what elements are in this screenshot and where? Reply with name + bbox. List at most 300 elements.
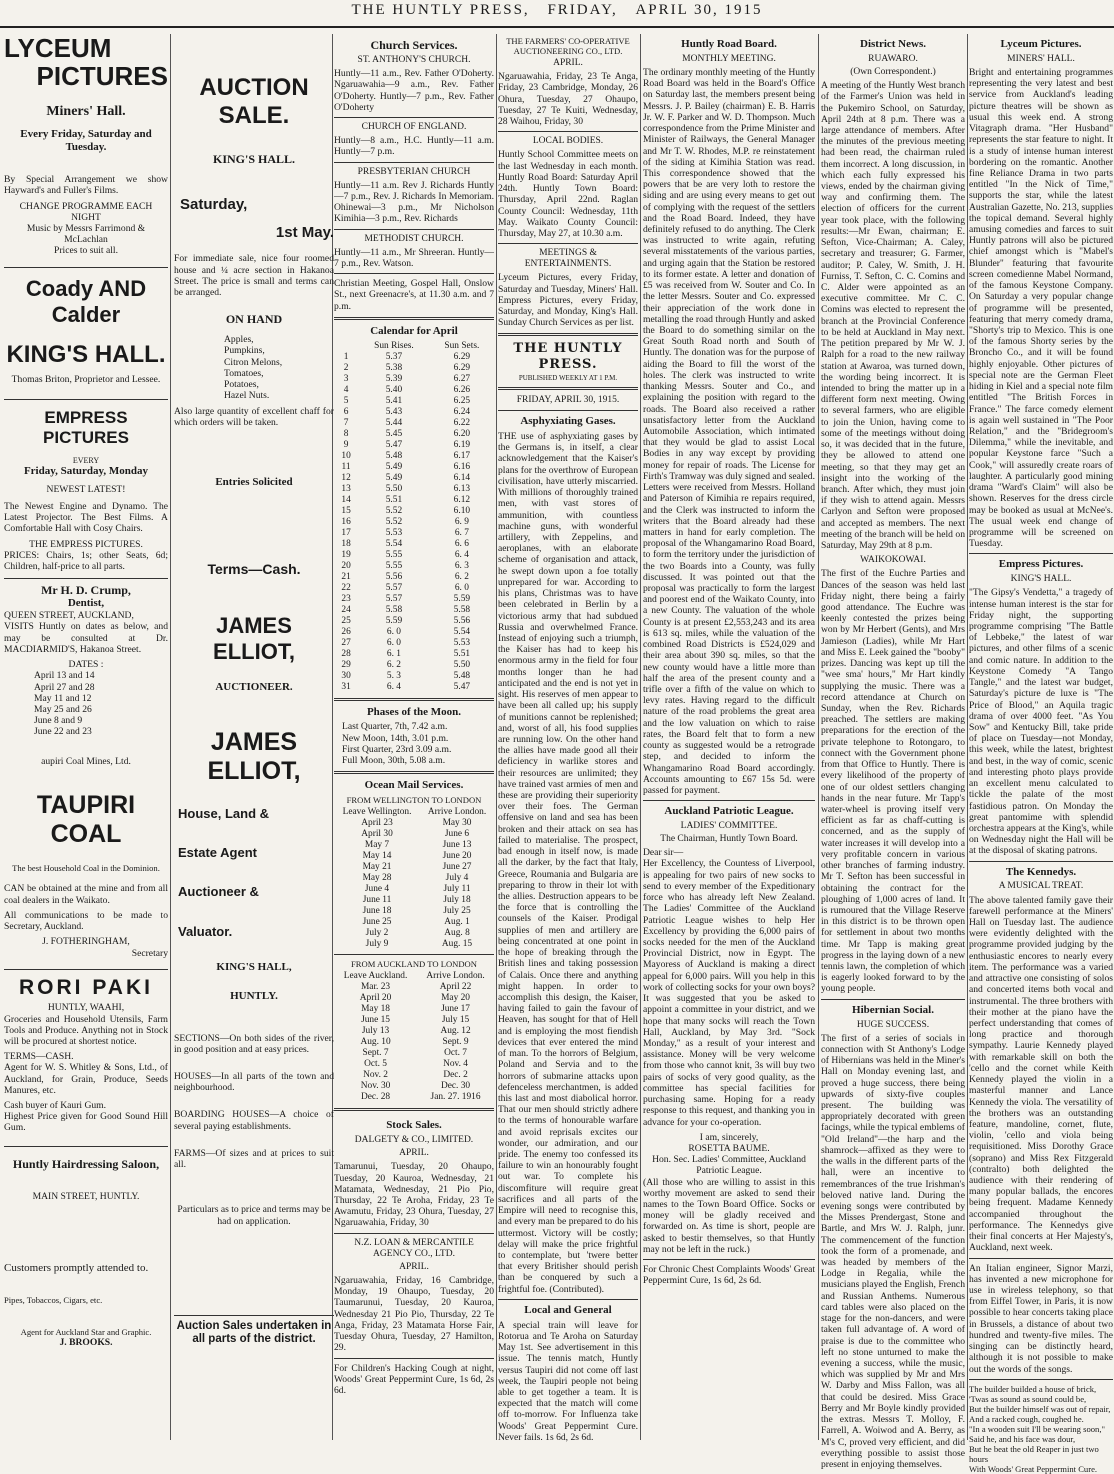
calendar-row-cell: 10 — [341, 450, 351, 461]
calendar-title: Calendar for April — [370, 324, 458, 337]
hibernian-title: Hibernian Social. — [852, 1003, 934, 1016]
visit-date: June 22 and 23 — [34, 726, 92, 738]
calendar-row — [334, 638, 494, 649]
poem-line: With Woods' Great Peppermint Cure. — [969, 1464, 1098, 1474]
wellington-row — [334, 928, 494, 939]
calendar-row-cell: 9 — [343, 439, 349, 450]
divider — [4, 578, 168, 579]
calendar-row — [334, 660, 494, 671]
lyceum-change: CHANGE PROGRAMME EACH NIGHT — [19, 200, 153, 223]
elliot-estate: Estate Agent — [178, 845, 257, 861]
auckland-row-cell: May 18 — [361, 1004, 390, 1015]
empress-every: EVERY — [72, 455, 100, 465]
column-3 — [334, 34, 494, 1444]
visit-date: April 13 and 14 — [34, 670, 95, 682]
gases-title: Asphyxiating Gases. — [520, 415, 616, 428]
divider — [334, 117, 494, 118]
auckland-row-cell: Oct. 7 — [444, 1048, 467, 1059]
calendar-row-cell: 5.57 — [385, 593, 403, 604]
elliot-title: JAMES ELLIOT, — [213, 613, 295, 664]
auckland-row-cell: Nov. 30 — [360, 1081, 391, 1092]
empress-article: "The Gipsy's Vendetta," a tragedy of intense human interest is the star for Friday night, the supporting programme comprising "The Battle of Lebbeke," the latest of war pictures, and other films of a scenic and comic nature. In addition to the Keystone Comedy "A Tango Tangle," and the latest war budget, Saturday's picture de luxe is "The Price of Blood," an Aquila tragic drama of over 4000 feet. "As You Sow" and Kentucky Bill, take pride of place on Tuesday—not Monday, this week, while the latest, brightest and best, in the way of comic, scenic and interesting photo plays provide an excellent menu calculated to tickle the palate of the most fastidious patron. On Monday the great pantomime with splendid orchestra appears at the King's, while on Wednesday night the Hall will be at the disposal of skating patrons. — [969, 587, 1113, 857]
calendar-row-cell: 6. 1 — [386, 648, 401, 659]
calendar-row — [334, 671, 494, 682]
peppermint-poem — [969, 1384, 1113, 1474]
auckland-row — [334, 1004, 494, 1015]
crump-dates-label: DATES : — [68, 659, 104, 671]
sections-text: SECTIONS—On both sides of the river, in good position and at easy prices. — [174, 1032, 334, 1055]
christian-meeting: Christian Meeting, Gospel Hall, Onslow St., next Greenacre's, at 11.30 a.m. and 7 p.m. — [334, 278, 494, 312]
ruawaro-heading: RUAWARO. — [868, 53, 918, 64]
elliot-auctioneer-2: Auctioneer & — [178, 884, 259, 900]
onhand-item: Hazel Nuts. — [224, 390, 270, 402]
patriotic-text: Her Excellency, the Countess of Liverpool, is appealing for two pairs of new socks to send to every member of the Expeditionary force who has already left New Zealand. The Ladies' Committee of the Auckland Patriotic League wishes to help Her Excellency by providing the 6,000 pairs of socks needed for the men of the Auckland Provincial District, now in Egypt. The Mayoress of Auckland is making a direct appeal for 6,000 pairs. Will you help in this work of collecting socks for your own boys? It was suggested that you be asked to appoint a committee in your district, and we hope that many socks will reach the Town Hall, Auckland, by May 3rd. "Sock Monday," as a result of your interest and assistance. Money will be very welcome from those who cannot knit, 3s will buy two pairs of socks of very good quality, as the committee has special facilities for purchasing same. Hoping for a ready response to this request, and thanking you in advance for your co-operation. — [643, 858, 815, 1128]
dalgety-text: Tamarunui, Tuesday, 20 Ohaupo, Tuesday, 20 Kauroa, Wednesday, 21 Matamata, Wednesday, 21 Pio Pio, Thursday, 22 Te Aroha, Friday, 23 Te Awamutu, Friday, 23 Ohura, Tuesday, 27 Ngaruawahia, Friday, 30 — [334, 1161, 494, 1229]
lyceum-title-col7: Lyceum Pictures. — [1000, 38, 1082, 50]
wellington-row-cell: May 30 — [442, 818, 472, 829]
empress-name: THE EMPRESS PICTURES. — [29, 538, 143, 550]
divider — [4, 267, 168, 268]
auckland-row — [334, 1048, 494, 1059]
local-bodies-heading: LOCAL BODIES. — [532, 136, 604, 147]
empress-prices: PRICES: Chairs, 1s; other Seats, 6d; Children, half-price to all parts. — [4, 549, 168, 573]
calendar-row — [334, 462, 494, 473]
auction-hall: KING'S HALL. — [212, 152, 296, 167]
elliot-huntly: HUNTLY. — [230, 989, 278, 1002]
ladies-committee: LADIES' COMMITTEE. — [680, 821, 778, 832]
rori-text: Groceries and Household Utensils, Farm Tools and Produce. Anything not in Stock will be procured at shortest notice. — [4, 1013, 168, 1047]
wellington-row-cell: June 20 — [442, 851, 472, 862]
calendar-row-cell: 20 — [341, 560, 351, 571]
kennedys-title: The Kennedys. — [1005, 865, 1077, 878]
local-general-title: Local and General — [524, 1303, 612, 1316]
calendar-row-cell: 5.43 — [385, 406, 403, 417]
auckland-row — [334, 1081, 494, 1092]
visit-date: June 8 and 9 — [34, 715, 83, 727]
calendar-head: Sun Rises. — [374, 340, 414, 351]
calendar-row-cell: 6.27 — [453, 373, 471, 384]
auckland-row-cell: Aug. 12 — [440, 1026, 471, 1037]
calendar-row-cell: 22 — [341, 582, 351, 593]
divider — [334, 954, 494, 955]
calendar-row-cell: 25 — [341, 615, 351, 626]
calendar-row-cell: 5.52 — [385, 505, 403, 516]
wellington-row-cell: Aug. 15 — [441, 939, 473, 950]
boarding-text: BOARDING HOUSES—A choice of several paying establishments. — [174, 1109, 334, 1132]
auckland-row-cell: April 20 — [359, 993, 392, 1004]
calendar-row — [334, 649, 494, 660]
auckland-row-cell: June 17 — [441, 1004, 470, 1015]
calendar-row-cell: 5.48 — [453, 670, 471, 681]
wellington-row-cell: Aug. 1 — [444, 917, 470, 928]
taupiri-sec-name: J. FOTHERINGHAM, — [42, 936, 130, 948]
wellington-row-cell: May 21 — [362, 862, 392, 873]
from-wellington: FROM WELLINGTON TO LONDON — [346, 795, 482, 806]
road-board-sub: MONTHLY MEETING. — [682, 53, 776, 64]
wellington-row — [334, 906, 494, 917]
calendar-row — [334, 451, 494, 462]
wellington-row — [334, 884, 494, 895]
calendar-row — [334, 616, 494, 627]
wellington-row — [334, 873, 494, 884]
calendar-row-cell: 5.40 — [385, 384, 403, 395]
page-header — [0, 2, 1114, 28]
onhand-item: Apples, — [224, 334, 254, 346]
wellington-row-cell: July 18 — [443, 895, 471, 906]
farms-text: FARMS—Of sizes and at prices to suit all. — [174, 1147, 334, 1171]
wellington-table — [334, 807, 494, 950]
wellington-row — [334, 917, 494, 928]
elliot-auctioneer: AUCTIONEER. — [215, 680, 293, 693]
calendar-row-cell: 4 — [343, 384, 349, 395]
calendar-row — [334, 594, 494, 605]
methodist-text: Huntly—11 a.m., Mr Shreeran. Huntly—7 p.m., Rev. Watson. — [334, 246, 494, 269]
calendar-row-cell: 5.56 — [385, 571, 403, 582]
calendar-row — [334, 583, 494, 594]
auction-footer: Auction Sales undertaken in all parts of the district. — [176, 1319, 332, 1345]
auckland-row-cell: Nov. 2 — [363, 1070, 388, 1081]
wellington-row-cell: July 4 — [445, 873, 469, 884]
column-rule — [967, 34, 968, 1440]
rori-terms: TERMS—CASH. — [4, 1051, 74, 1063]
divider — [4, 969, 168, 970]
entries-solicited: Entries Solicited — [215, 475, 293, 488]
calendar-row-cell: 6. 2 — [454, 571, 469, 582]
calendar-table — [334, 341, 494, 693]
wellington-row-cell: Aug. 8 — [444, 928, 470, 939]
column-rule — [496, 34, 497, 1440]
auckland-row — [334, 1037, 494, 1048]
divider — [334, 698, 494, 701]
divider — [969, 553, 1113, 554]
calendar-row — [334, 682, 494, 693]
wellington-row-cell: June 6 — [444, 829, 470, 840]
column-7 — [969, 34, 1113, 1474]
elliot-valuator: Valuator. — [178, 923, 233, 939]
auckland-row — [334, 1015, 494, 1026]
hair-customers: Customers promptly attended to. — [4, 1261, 149, 1274]
rori-title: RORI PAKI — [19, 975, 153, 999]
auckland-table — [334, 971, 494, 1103]
calendar-row — [334, 374, 494, 385]
calendar-row-cell: 6.12 — [453, 494, 471, 505]
kennedys-sub: A MUSICAL TREAT. — [998, 881, 1084, 892]
poem-line: And a racked cough, coughed he. — [969, 1413, 1084, 1424]
wellington-row-cell: July 2 — [365, 928, 389, 939]
calendar-row — [334, 385, 494, 396]
column-6 — [821, 34, 966, 1470]
divider — [334, 162, 494, 163]
calendar-row-cell: 5.52 — [385, 516, 403, 527]
arrive-head: Arrive London. — [426, 971, 485, 982]
leave-head: Leave Wellington. — [342, 807, 412, 818]
cough-ad: For Children's Hacking Cough at night, Woods' Great Peppermint Cure, 1s 6d, 2s 6d. — [334, 1362, 494, 1396]
poem-line: Said he, and his face was dour, — [969, 1433, 1076, 1444]
ocean-title: Ocean Mail Services. — [364, 779, 464, 792]
calendar-row — [334, 605, 494, 616]
calendar-row-cell: 5.47 — [385, 439, 403, 450]
auckland-row-cell: July 13 — [361, 1026, 390, 1037]
onhand-title: ON HAND — [225, 312, 283, 327]
moon-phase: First Quarter, 23rd 3.09 a.m. — [342, 743, 452, 755]
calendar-row-cell: 6.16 — [453, 461, 471, 472]
wellington-row-cell: July 9 — [365, 939, 389, 950]
elliot-house: House, Land & — [178, 806, 270, 821]
waikokowai-text: The first of the Euchre Parties and Dances of the season was held last Friday night, there being a fairly good attendance. The Euchre was keenly contested the prizes being won by Mr Herbert (Gents), and Mrs Jamieson (Ladies), while Mr Hart and Miss E. Leek gained the "booby" prizes. Dancing was kept up till the "wee sma' hours," Mr Hart kindly supplying the music. There was a record attendance at Church on Sunday, when the Rev. Richards preached. The settlers are making preparations for the erection of the private telephone to Rotongaro, to connect with the Government phone from that Office to Huntly. There is every likelihood of the property of one of our oldest settlers changing hands in the near future. Mr Tapp's water-wheel is proving itself very efficient as far as chaff-cutting is concerned, and as the supply of water increases it will develop into a very profitable concern in various other branches of farming industry. Mr T. Sefton has been successful in obtaining the contract for the ploughing of 1,000 acres of land. It is rumoured that the Village Reserve in this district is to be thrown open for settlement in about two months time. Mr Tapp is making great progress in the laying down of a new tennis lawn, the completion of which is eagerly looked forward to by the young people. — [821, 568, 965, 995]
auckland-row-cell: Dec. 28 — [360, 1092, 391, 1103]
ruawaro-text: A meeting of the Huntly West branch of the Farmer's Union was held in the Pukemiro School, on Saturday, April 24th at 8 p.m. There was a large attendance of members. After the minutes of the previous meeting had been read, the chairman ruled them incorrect. A long discussion, in which each fully expressed his views, ended by the chairman giving way and confirming them. The election of officers for the current year took place, with the following results:—Mr Ewan, chairman; E. Sefton, Vice-Chairman; A. Caley, secretary and treasurer; G. Farmer, auditor; P. Caley, W. Smith, J. H. Furniss, T. Sefton, C. C. Comins and C. Alder were appointed as an executive committee. Mr C. C. Comins was elected to represent the branch at the Provincial Conference to be held at Auckland in May next. The petition prepared by Mr W. J. Ralph for a road to the new railway station at Awaroa, was turned down, the wording being incorrect. It is intended to bring the matter up in a different form next meeting. Owing to several farmers, who are eligible to join the Union, having come to some of the meetings without doing so, it was decided that in the future, they be allowed to attend one meeting, so that they may get an insight into the working of the branch. After which, they must join if they wish to attend again. Messrs Carlyon and Sefton were proposed and accepted as members. The next meeting of the branch will be held on Saturday, May 29th at 8 p.m. — [821, 80, 965, 552]
leave-head: Leave Auckland. — [343, 971, 408, 982]
calendar-row-cell: 6. 3 — [454, 560, 469, 571]
calendar-row-cell: 17 — [341, 527, 351, 538]
auction-date: 1st May. — [275, 223, 334, 241]
moon-list — [334, 721, 494, 766]
divider — [498, 410, 638, 411]
kennedys-text: The above talented family gave their farewell performance at the Miners' Hall on Tuesday last. The audience were evidently delighted with the programme provided judging by the enthusiastic encores to nearly every item. The performance was a varied and attractive one consisting of solos and concerted items both vocal and instrumental. The three brothers with their mother at the piano have the perfect understanding that comes of long practice and thorough sympathy. Laurie Kennedy played with remarkable skill on both the 'cello and the cornet while Keith Kennedy played the violin in a masterful manner and Lance Kennedy the viola. The versatility of the brothers was an outstanding feature, mandoline, cornet, flute, violin, 'cello and viola being requisitioned. Miss Dorothy Grace (soprano) and Miss Rex Fitzgerald (contralto) both delighted the audience with their rendering of many popular ballads, the encores being frequent. Madame Kennedy accompanied throughout the performance. The Kennedys give their final concerts at Her Majesty's, Auckland, next week. — [969, 894, 1113, 1254]
farmers-heading: THE FARMERS' CO-OPERATIVE AUCTIONEERING CO., LTD. — [506, 36, 630, 57]
calendar-row-cell: 7 — [343, 417, 349, 428]
hair-title: Huntly Hairdressing Saloon, — [12, 1156, 160, 1171]
chronic-ad: For Chronic Chest Complaints Woods' Great Peppermint Cure, 1s 6d, 2s 6d. — [643, 1264, 815, 1287]
lyceum-venue: Miners' Hall. — [46, 104, 126, 119]
wellington-row-cell: April 23 — [361, 818, 393, 829]
wellington-row-cell: June 27 — [442, 862, 472, 873]
auckland-row-cell: Mar. 23 — [360, 982, 391, 993]
lyceum-hall: MINERS' HALL. — [1007, 53, 1075, 64]
nz-loan-heading: N.Z. LOAN & MERCANTILE AGENCY CO., LTD. — [354, 1237, 474, 1259]
crump-dates — [4, 670, 168, 737]
calendar-row — [334, 539, 494, 550]
dalgety-heading: DALGETY & CO., LIMITED. — [354, 1135, 474, 1146]
calendar-row — [334, 528, 494, 539]
sign-title: Hon. Sec. Ladies' Committee, Auckland Patriotic League. — [652, 1154, 806, 1177]
empress-text: The Newest Engine and Dynamo. The Latest Projector. The Best Films. A Comfortable Hall with Cosy Chairs. — [4, 501, 168, 535]
column-4 — [498, 34, 638, 1444]
lyceum-title-2: PICTURES — [36, 61, 168, 91]
coady-proprietor: Thomas Briton, Proprietor and Lessee. — [11, 373, 161, 385]
local-bodies-text: Huntly School Committee meets on the last Wednesday in each month. Huntly Road Board: Saturday April 24th. Huntly Town Board: Thursday, April 22nd. Raglan County Council: Wednesday, 11th May. Waikato County Council: Thursday, May 27, at 10.30 a.m. — [498, 149, 638, 239]
column-1 — [4, 34, 168, 1444]
moon-title: Phases of the Moon. — [366, 705, 462, 718]
divider — [334, 273, 494, 274]
column-rule — [818, 34, 819, 1440]
divider — [643, 800, 815, 801]
auckland-row — [334, 993, 494, 1004]
taupiri-sec-title: Secretary — [131, 947, 168, 959]
chaff-text: Also large quantity of excellent chaff for which orders will be taken. — [174, 405, 334, 428]
rori-cash: Cash buyer of Kauri Gum. — [4, 1100, 107, 1112]
calendar-row-cell: 5.53 — [453, 637, 471, 648]
onhand-item: Tomatoes, — [224, 367, 264, 379]
empress-newest: NEWEST LATEST! — [46, 483, 126, 495]
published-weekly: PUBLISHED WEEKLY AT 1 P.M. — [518, 373, 618, 382]
auckland-row-cell: May 20 — [441, 993, 470, 1004]
wellington-row-cell: April 30 — [361, 829, 393, 840]
calendar-row-cell: 11 — [341, 461, 351, 472]
calendar-row-cell: 27 — [341, 637, 351, 648]
calendar-row-cell: 5.44 — [385, 417, 403, 428]
calendar-row-cell: 5.41 — [385, 395, 403, 406]
hibernian-sub: HUGE SUCCESS. — [856, 1019, 930, 1030]
patriotic-title: Auckland Patriotic League. — [664, 805, 794, 818]
auction-day: Saturday, — [180, 196, 248, 214]
visit-date: May 11 and 12 — [34, 692, 92, 704]
auckland-row-cell: Sept. 7 — [362, 1048, 389, 1059]
divider — [498, 243, 638, 244]
lyceum-title: LYCEUM — [4, 33, 112, 63]
calendar-row-cell: 12 — [341, 472, 351, 483]
road-board-title: Huntly Road Board. — [681, 38, 777, 50]
own-correspondent: (Own Correspondent.) — [850, 66, 936, 77]
calendar-row-cell: 5.47 — [453, 681, 471, 692]
italian-text: An Italian engineer, Signor Marzi, has invented a new microphone for use in wireless telephony, so that from Eiffel Tower, in Paris, it is now possible to hear concerts taking place in Brussels, a distance of about two hundred and twenty-five miles. The singing can be distinctly heard, although it is not possible to make out the words of the songs. — [969, 1262, 1113, 1375]
letter-salutation: Dear sir— — [643, 847, 684, 859]
calendar-row-cell: 6.20 — [453, 428, 471, 439]
calendar-row-cell: 5.49 — [385, 472, 403, 483]
calendar-row-cell: 6.22 — [453, 417, 471, 428]
letter-to: The Chairman, Huntly Town Board. — [660, 834, 798, 845]
calendar-row-cell: 6.17 — [453, 450, 471, 461]
calendar-row-cell: 29 — [341, 659, 351, 670]
calendar-row-cell: 6. 4 — [454, 549, 469, 560]
auckland-row-cell: Sept. 9 — [442, 1037, 469, 1048]
auckland-row-cell: Dec. 30 — [440, 1081, 471, 1092]
taupiri-text: CAN be obtained at the mine and from all coal dealers in the Waikato. — [4, 883, 168, 906]
calendar-row-cell: 5.55 — [385, 560, 403, 571]
local-general-text: A special train will leave for Rotorua and Te Aroha on Saturday May 1st. See advertisement in this issue. The tennis match, Huntly versus Taupiri did not come off last week, the Taupiri people not being able to get together a team. It is expected that the match will come off to-morrow. For Influenza take Woods' Great Peppermint Cure. Never fails. 1s 6d, 2s 6d. — [498, 1319, 638, 1443]
taupiri-comm: All communications to be made to Secretary, Auckland. — [4, 909, 168, 933]
hair-name: J. BROOKS. — [59, 1336, 113, 1348]
calendar-row — [334, 407, 494, 418]
lyceum-days: Every Friday, Saturday and Tuesday. — [20, 128, 152, 154]
moon-phase: Full Moon, 30th, 5.08 a.m. — [342, 755, 446, 767]
calendar-row-cell: 5.55 — [385, 549, 403, 560]
crump-title: Mr H. D. Crump, — [41, 583, 131, 598]
sign-name: ROSETTA BAUME. — [688, 1142, 770, 1154]
onhand-item: Potatoes, — [224, 379, 259, 391]
taupiri-title: TAUPIRI COAL — [36, 790, 136, 849]
wellington-row-cell: May 28 — [362, 873, 392, 884]
poem-line: "In a wooden suit I'll be wearing soon," — [969, 1423, 1106, 1434]
calendar-row-cell: 5.39 — [385, 373, 403, 384]
calendar-row — [334, 572, 494, 583]
calendar-row — [334, 473, 494, 484]
divider — [969, 861, 1113, 862]
column-2 — [174, 34, 334, 1444]
presbyterian-heading: PRESBYTERIAN CHURCH — [357, 166, 471, 177]
calendar-row-cell: 6. 9 — [454, 516, 469, 527]
wellington-row-cell: June 4 — [364, 884, 390, 895]
onhand-item: Citron Melons, — [224, 356, 283, 368]
wellington-row-cell: June 11 — [362, 895, 392, 906]
divider — [821, 999, 965, 1000]
calendar-row-cell: 5.51 — [453, 648, 471, 659]
poem-line: 'Twas as sound as sound could be, — [969, 1393, 1087, 1404]
paper-name: THE HUNTLY PRESS, — [351, 2, 530, 18]
divider — [498, 333, 638, 336]
divider — [334, 771, 494, 774]
lyceum-prices: Prices to suit all. — [54, 245, 118, 257]
calendar-row-cell: 5.38 — [385, 362, 403, 373]
rori-location: HUNTLY, WAAHI, — [47, 1002, 125, 1014]
wellington-row — [334, 818, 494, 829]
rori-agent: Agent for W. S. Whitley & Sons, Ltd., of Auckland, for Grain, Produce, Seeds Manures, etc. — [4, 1062, 168, 1096]
farmers-april: APRIL. — [553, 58, 583, 69]
wellington-row-cell: June 13 — [442, 840, 472, 851]
auckland-row — [334, 982, 494, 993]
divider — [498, 387, 638, 390]
onhand-item: Pumpkins, — [224, 345, 265, 357]
hibernian-text: The first of a series of socials in connection with St Anthony's Lodge of Hibernians was held in the Miner's Hall on Monday evening last, and proved a huge success, there being upwards of sixty-five couples present. The building was appropriately decorated with green facings, while the typical emblems of "Old Ireland"—the harp and the shamrock—affixed as they were to the walls in the different parts of the hall, were an incentive to remembrances of the true Irishman's beloved native land. During the evening songs were contributed by the Misses Prendergast, Stone and Bartle, and Mrs W. J. Ralph, junr. The commencement of the function took the form of a promenade, and was headed by members of the Lodge in Regalia, while the musicians played the English, French and Russian Anthems. Numerous card tables were also placed on the stage for the non-dancers, and were taken full advantage of. A word of praise is due to the committee who left no stone unturned to make the evening a success, while the music, which was supplied by Mr and Mrs W. Darby and Miss Fallon, was all that could be desired. Miss Grace Berry and Mr Boyle kindly provided the extras. Messrs T. Molloy, F. Farrell, A. Woiwod and A. Berry, as M's C, proved very efficient, and did everything possible to assist those present in enjoying themselves. — [821, 1032, 966, 1470]
from-auckland: FROM AUCKLAND TO LONDON — [351, 959, 477, 970]
calendar-row-cell: 19 — [341, 549, 351, 560]
divider — [334, 229, 494, 230]
patriotic-note: (All those who are willing to assist in this worthy movement are asked to send their names to the Town Board Office. Socks or money will be gladly received and forwarded on. As time is short, people are asked to bestir themselves, so that Huntly may not be left in the ruck.) — [643, 1176, 815, 1255]
calendar-row-cell: 5.49 — [385, 461, 403, 472]
calendar-row-cell: 31 — [341, 681, 351, 692]
calendar-row — [334, 429, 494, 440]
rori-highest: Highest Price given for Good Sound Hill Gum. — [4, 1111, 168, 1134]
auction-title: AUCTION SALE. — [199, 74, 309, 130]
auckland-row-cell: Jan. 27. 1916 — [430, 1092, 481, 1103]
calendar-row-cell: 5.59 — [385, 615, 403, 626]
header-date: APRIL 30, 1915 — [635, 2, 763, 18]
divider — [334, 1358, 494, 1359]
wellington-row — [334, 829, 494, 840]
england-heading: CHURCH OF ENGLAND. — [361, 122, 467, 133]
wellington-row-cell: May 7 — [364, 840, 390, 851]
calendar-row — [334, 396, 494, 407]
lyceum-music: Music by Messrs Farrimond & McLachlan — [26, 222, 146, 246]
england-text: Huntly—8 a.m., H.C. Huntly—11 a.m. Huntly—7 p.m. — [334, 135, 494, 158]
visit-date: April 27 and 28 — [34, 681, 95, 693]
poem-line: The builder builded a house of brick, — [969, 1383, 1097, 1394]
calendar-row-cell: 15 — [341, 505, 351, 516]
calendar-row-cell: 30 — [341, 670, 351, 681]
calendar-row-cell: 24 — [341, 604, 351, 615]
header-day: FRIDAY, — [547, 2, 618, 18]
auction-sale: For immediate sale, nice four roomed house and ¼ acre section in Hakanoa Street. The price is small and terms can be arranged. — [174, 253, 334, 298]
calendar-row-cell: 1 — [343, 351, 349, 362]
presbyterian-text: Huntly—11 a.m. Rev J. Richards Huntly—7 p.m., Rev. J. Richards In Memoriam. Ohinewai—3 p.m., Mr Nicholson Kimihia—3 p.m., Rev. Richards — [334, 179, 494, 225]
empress-hall: KING'S HALL. — [1010, 574, 1072, 585]
auckland-row-cell: Dec. 2 — [443, 1070, 468, 1081]
calendar-row-cell: 6.10 — [453, 505, 471, 516]
divider — [643, 1259, 815, 1260]
calendar-row-cell: 2 — [343, 362, 349, 373]
calendar-row-cell: 14 — [341, 494, 351, 505]
calendar-row-cell: 6. 4 — [386, 681, 401, 692]
calendar-row-cell: 6.19 — [453, 439, 471, 450]
onhand-list — [174, 334, 334, 401]
calendar-row-cell: 5.57 — [385, 582, 403, 593]
calendar-row-cell: 3 — [343, 373, 349, 384]
empress-article-title: Empress Pictures. — [998, 558, 1084, 571]
district-news-title: District News. — [860, 38, 926, 50]
calendar-row-cell: 5.53 — [385, 527, 403, 538]
calendar-row — [334, 627, 494, 638]
calendar-row-cell: 18 — [341, 538, 351, 549]
moon-phase: New Moon, 14th, 3.01 p.m. — [342, 732, 449, 744]
divider — [498, 131, 638, 132]
crump-address: QUEEN STREET, AUCKLAND, — [4, 610, 134, 622]
hair-street: MAIN STREET, HUNTLY. — [32, 1190, 140, 1202]
column-rule — [170, 34, 171, 1440]
auckland-row-cell: Nov. 4 — [443, 1059, 468, 1070]
auckland-row-cell: Aug. 10 — [360, 1037, 391, 1048]
wellington-row-cell: May 14 — [362, 851, 392, 862]
calendar-row — [334, 495, 494, 506]
